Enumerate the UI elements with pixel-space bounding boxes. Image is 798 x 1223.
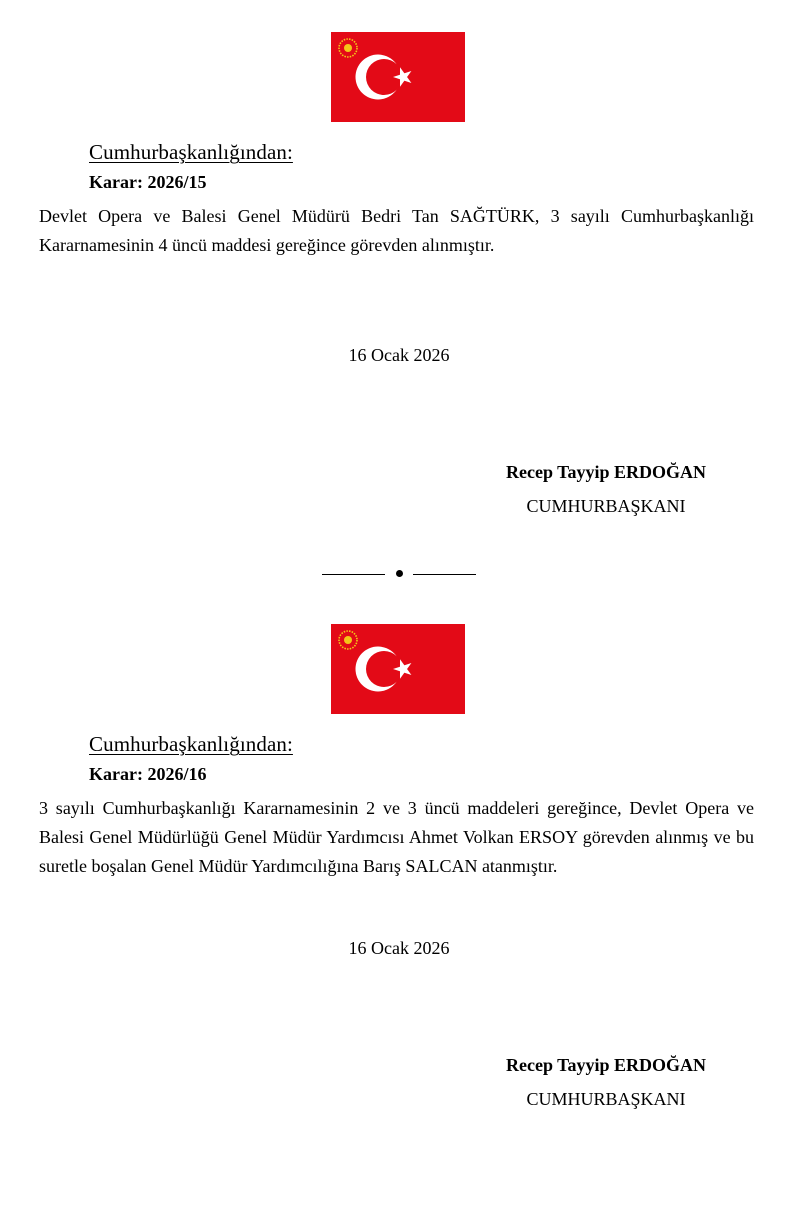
section-divider (322, 566, 476, 582)
flag-icon (331, 624, 465, 714)
decree-text: Devlet Opera ve Balesi Genel Müdürü Bedri Tan SAĞTÜRK, 3 sayılı Cumhurbaşkanlığı Kararnamesinin 4 üncü maddesi gereğince görevden alınmıştır. (39, 206, 754, 255)
decree-date: 16 Ocak 2026 (348, 345, 450, 365)
turkish-flag (331, 624, 465, 714)
authority-heading: Cumhurbaşkanlığından: (89, 732, 293, 756)
turkish-flag (331, 32, 465, 122)
decree-text: 3 sayılı Cumhurbaşkanlığı Kararnamesinin 2 ve 3 üncü maddeleri gereğince, Devlet Opera ve Balesi Genel Müdürlüğü Genel Müdür Yardımcısı Ahmet Volkan ERSOY görevden alınmış ve bu suretle boşalan Genel Müdür Yardımcılığına Barış SALCAN atanmıştır. (39, 798, 754, 876)
signer-title: CUMHURBAŞKANI (526, 496, 686, 516)
divider-line-right (413, 574, 476, 575)
signer-name: Recep Tayyip ERDOĞAN (505, 462, 707, 482)
divider-line-left (322, 574, 385, 575)
authority-heading: Cumhurbaşkanlığından: (89, 140, 293, 164)
decree-date: 16 Ocak 2026 (348, 938, 450, 958)
divider-dot (396, 570, 403, 577)
decision-number: Karar: 2026/16 (89, 764, 207, 784)
signer-name: Recep Tayyip ERDOĞAN (505, 1055, 707, 1075)
signer-title: CUMHURBAŞKANI (526, 1089, 686, 1109)
decision-number: Karar: 2026/15 (89, 172, 207, 192)
flag-icon (331, 32, 465, 122)
